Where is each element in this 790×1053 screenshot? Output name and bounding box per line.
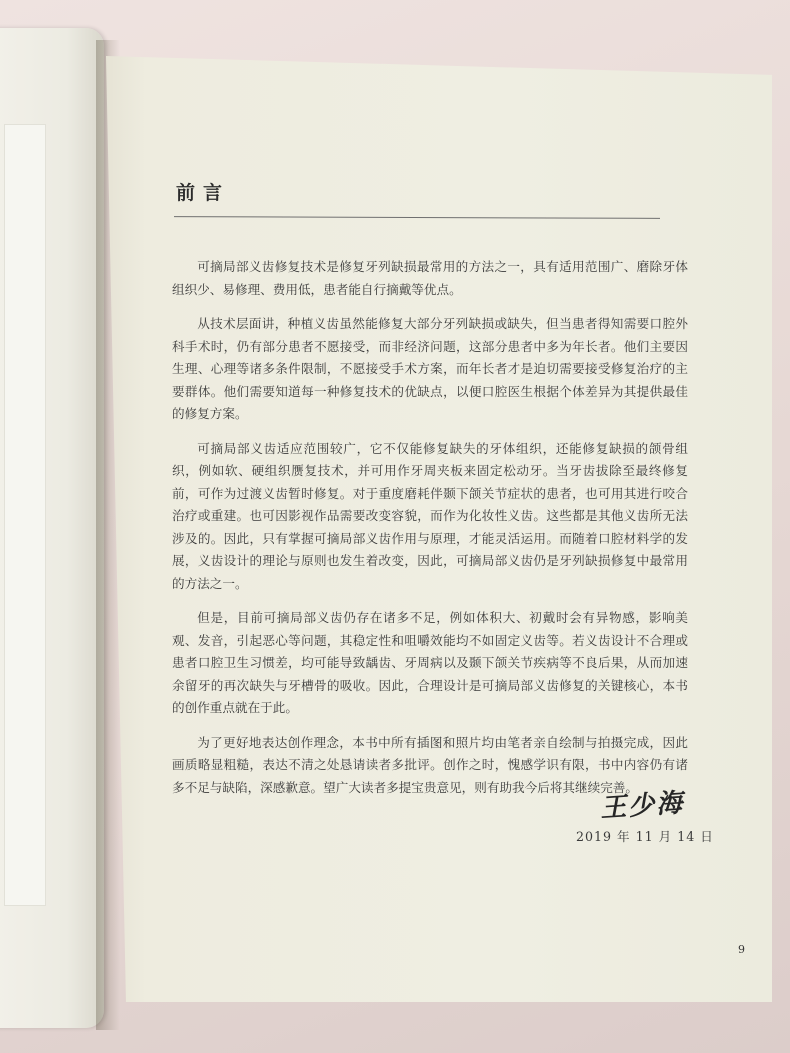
left-page-margin [4,124,46,906]
paragraph: 从技术层面讲，种植义齿虽然能修复大部分牙列缺损或缺失，但当患者得知需要口腔外科手术时，仍有部分患者不愿接受，而非经济问题，这部分患者中多为年长者。他们主要因生理、心理等诸多条件限制，不愿接受手术方案，而年长者才是迫切需要接受修复治疗的主要群体。他们需要知道每一种修复技术的优缺点，以便口腔医生根据个体差异为其提供最佳的修复方案。 [172,316,688,421]
paragraph: 为了更好地表达创作理念，本书中所有插图和照片均由笔者亲自绘制与拍摄完成，因此画质略显粗糙，表达不清之处恳请读者多批评。创作之时，愧感学识有限，书中内容仍有诸多不足与缺陷，深感歉意。望广大读者多提宝贵意见，则有助我今后将其继续完善。 [172,734,688,795]
preface-date: 2019 年 11 月 14 日 [576,829,714,844]
paragraph: 可摘局部义齿修复技术是修复牙列缺损最常用的方法之一，具有适用范围广、磨除牙体组织少、易修理、费用低，患者能自行摘戴等优点。 [172,259,688,297]
left-page-edge [0,28,104,1028]
author-signature: 王少海 [599,788,686,824]
preface-body [172,256,688,811]
page-number: 9 [738,943,745,956]
preface-heading: 前言 [176,182,231,204]
paragraph: 可摘局部义齿适应范围较广，它不仅能修复缺失的牙体组织，还能修复缺损的颌骨组织，例如软、硬组织赝复技术，并可用作牙周夹板来固定松动牙。当牙齿拔除至最终修复前，可作为过渡义齿暂时修复。对于重度磨耗伴颞下颌关节症状的患者，也可用其进行咬合治疗或重建。也可因影视作品需要改变容貌，而作为化妆性义齿。这些都是其他义齿所无法涉及的。因此，只有掌握可摘局部义齿作用与原理，才能灵活运用。而随着口腔材料学的发展，义齿设计的理论与原则也发生着改变，因此，可摘局部义齿仍是牙列缺损修复中最常用的方法之一。 [172,440,688,591]
paragraph: 但是，目前可摘局部义齿仍存在诸多不足，例如体积大、初戴时会有异物感，影响美观、发音，引起恶心等问题，其稳定性和咀嚼效能均不如固定义齿等。若义齿设计不合理或患者口腔卫生习惯差，均可能导致龋齿、牙周病以及颞下颌关节疾病等不良后果，从而加速余留牙的再次缺失与牙槽骨的吸收。因此，合理设计是可摘局部义齿修复的关键核心，本书的创作重点就在于此。 [172,610,688,715]
